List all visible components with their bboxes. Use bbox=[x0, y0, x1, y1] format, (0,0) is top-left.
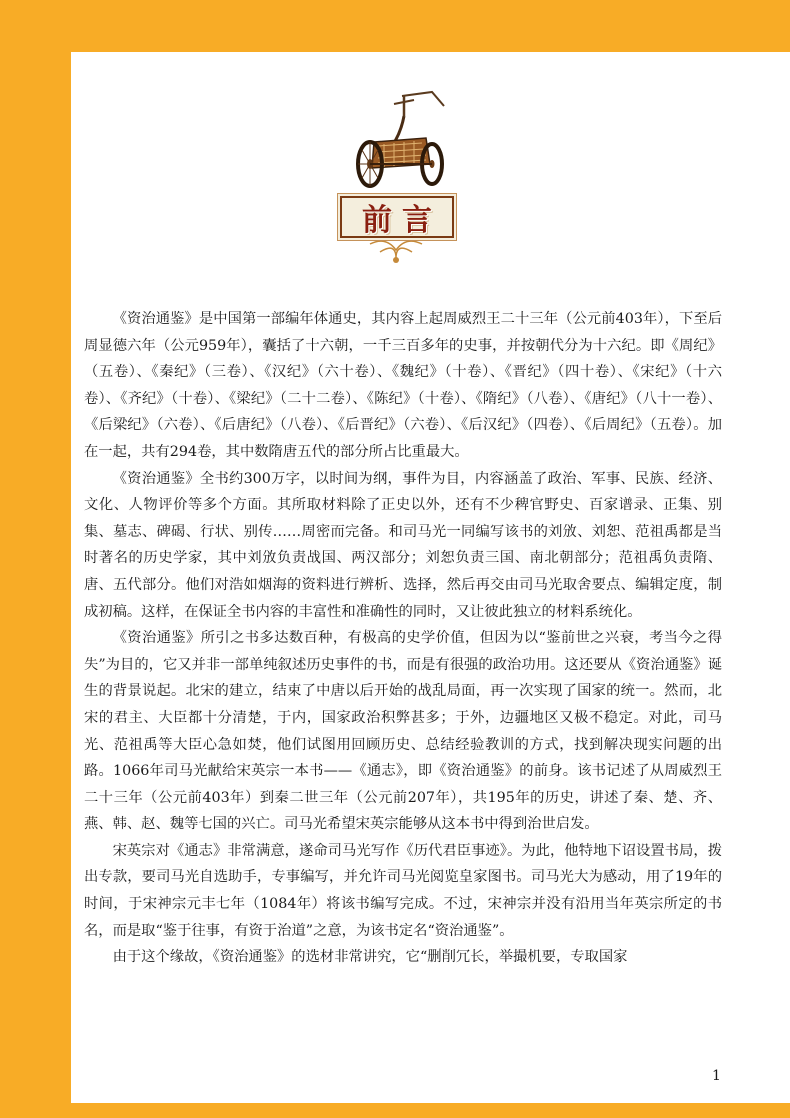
page-number: 1 bbox=[712, 1068, 721, 1084]
page-title: 前言 bbox=[362, 203, 442, 238]
paragraph: 由于这个缘故，《资治通鉴》的选材非常讲究，它“删削冗长，举撮机要，专取国家 bbox=[112, 949, 628, 966]
ancient-bronze-chariot-icon bbox=[334, 90, 458, 270]
paragraph: 宋英宗对《通志》非常满意，遂命司马光写作《历代君臣事迹》。为此，他特地下诏设置书局，拨出专款，要司马光自选助手，专事编写，并允许司马光阅览皇家图书。司马光大为感动，用了19年的时间，于宋神宗元丰七年（1084年）将该书编写完成。不过，宋神宗并没有沿用当年英宗所定的书名，而是取“鉴于往事，有资于治道”之意，为该书定名“资治通鉴”。 bbox=[84, 842, 722, 939]
paragraph: 《资治通鉴》全书约300万字，以时间为纲，事件为目，内容涵盖了政治、军事、民族、经济、文化、人物评价等多个方面。其所取材料除了正史以外，还有不少稗官野史、百家谱录、正集、别集、墓志、碑碣、行状、别传……周密而完备。和司马光一同编写该书的刘攽、刘恕、范祖禹都是当时著名的历史学家，其中刘攽负责战国、两汉部分；刘恕负责三国、南北朝部分；范祖禹负责隋、唐、五代部分。他们对浩如烟海的资料进行辨析、选择，然后再交由司马光取舍要点、编辑定度，制成初稿。这样，在保证全书内容的丰富性和准确性的同时，又让彼此独立的材料系统化。 bbox=[84, 470, 722, 620]
body-text bbox=[84, 306, 722, 971]
paragraph: 《资治通鉴》是中国第一部编年体通史，其内容上起周威烈王二十三年（公元前403年），下至后周显德六年（公元959年），囊括了十六朝，一千三百多年的史事，并按朝代分为十六纪。即《周纪》（五卷）、《秦纪》（三卷）、《汉纪》（六十卷）、《魏纪》（十卷）、《晋纪》（四十卷）、《宋纪》（十六卷）、《齐纪》（十卷）、《梁纪》（二十二卷）、《陈纪》（十卷）、《隋纪》（八卷）、《唐纪》（八十一卷）、《后梁纪》（六卷）、《后唐纪》（八卷）、《后晋纪》（六卷）、《后汉纪》（四卷）、《后周纪》（五卷）。加在一起，共有294卷，其中数隋唐五代的部分所占比重最大。 bbox=[84, 311, 722, 460]
section-title-frame bbox=[340, 196, 454, 238]
paragraph: 《资治通鉴》所引之书多达数百种，有极高的史学价值，但因为以“鉴前世之兴衰，考当今之得失”为目的，它又并非一部单纯叙述历史事件的书，而是有很强的政治功用。这还要从《资治通鉴》诞生的背景说起。北宋的建立，结束了中唐以后开始的战乱局面，再一次实现了国家的统一。然而，北宋的君主、大臣都十分清楚，于内，国家政治积弊甚多；于外，边疆地区又极不稳定。对此，司马光、范祖禹等大臣心急如焚，他们试图用回顾历史、总结经验教训的方式，找到解决现实问题的出路。1066年司马光献给宋英宗一本书——《通志》，即《资治通鉴》的前身。该书记述了从周威烈王二十三年（公元前403年）到秦二世三年（公元前207年），共195年的历史，讲述了秦、楚、齐、燕、韩、赵、魏等七国的兴亡。司马光希望宋英宗能够从这本书中得到治世启发。 bbox=[84, 630, 722, 833]
